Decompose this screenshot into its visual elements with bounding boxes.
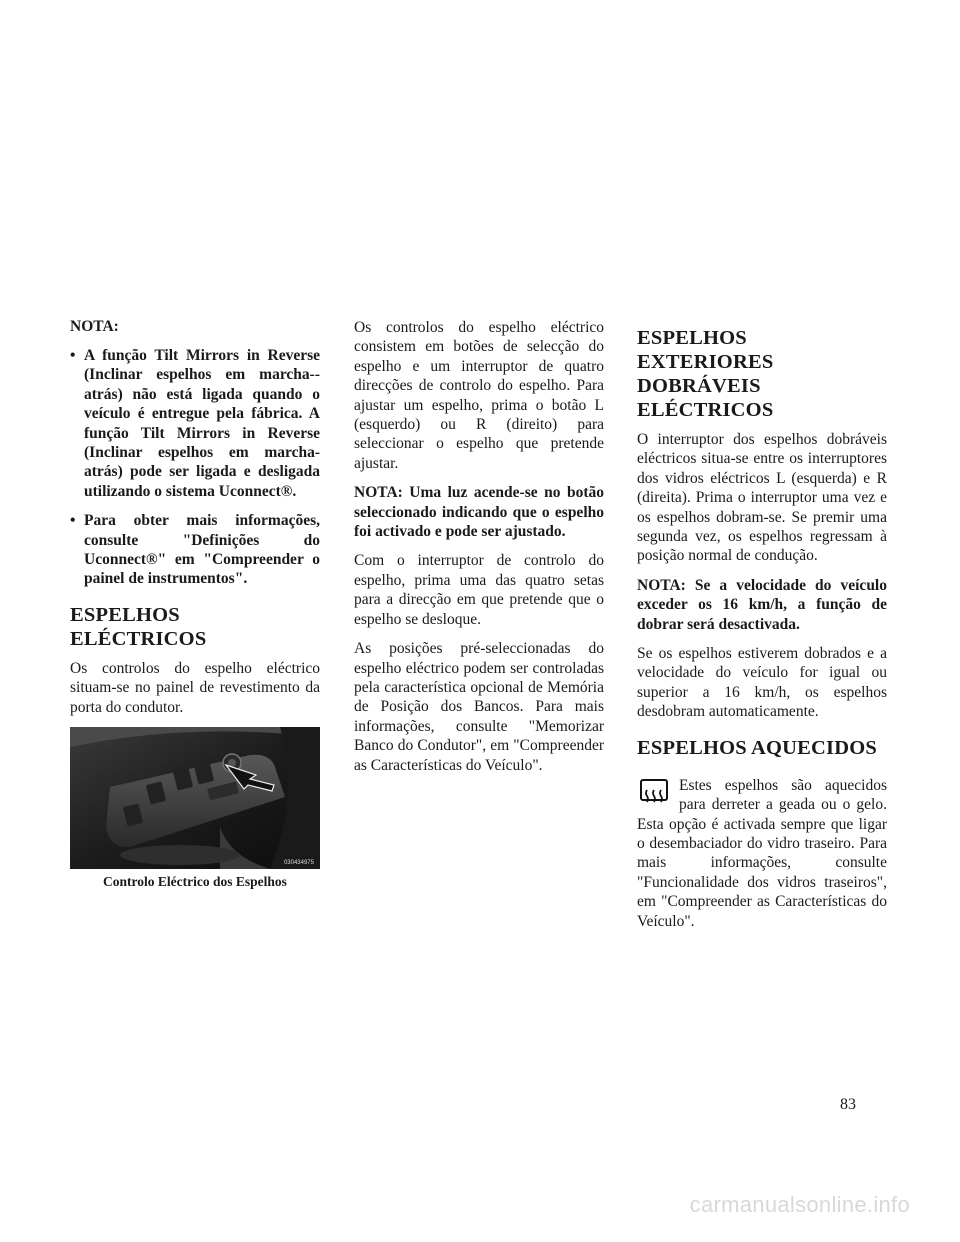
note-bullet: [70, 511, 320, 589]
bullet-dot: •: [70, 512, 76, 530]
rear-defrost-icon: [639, 778, 669, 808]
paragraph: Os controlos do espelho eléctrico consistem em botões de selecção do espelho e um interruptor de quatro direcções de controlo do espelho. Para ajustar um espelho, prima o botão L (esquerdo) ou R (direito) para seleccionar o espelho que pretende ajustar.: [354, 319, 604, 472]
page-number: 83: [840, 1096, 856, 1113]
mirror-control-photo: [70, 727, 320, 869]
left-column: [70, 318, 320, 890]
figure-code: 030434975: [283, 860, 314, 867]
note-label: NOTA:: [70, 318, 119, 335]
paragraph: Com o interruptor de controlo do espelho, prima uma das quatro setas para a direcção em que pretende que o espelho se desloque.: [354, 552, 604, 628]
note-paragraph: NOTA: Uma luz acende-se no botão seleccionado indicando que o espelho foi activado e pode ser ajustado.: [354, 484, 604, 541]
watermark: carmanualsonline.info: [689, 1192, 910, 1217]
paragraph: Estes espelhos são aquecidos para derreter a geada ou o gelo. Esta opção é activada sempre que ligar o desembaciador do vidro traseiro. Para mais informações, consulte "Funcionalidade dos vidros traseiros", em "Compreender as Características do Veículo".: [637, 776, 887, 930]
door-panel-illustration: [70, 727, 320, 869]
paragraph: Se os espelhos estiverem dobrados e a velocidade do veículo for igual ou superior a 16 km/h, os espelhos desdobram automaticamente.: [637, 645, 887, 721]
middle-column: [354, 318, 604, 785]
paragraph: O interruptor dos espelhos dobráveis eléctricos situa-se entre os interruptores dos vidros eléctricos L (esquerda) e R (direita). Prima o interruptor uma vez e os espelhos dobram-se. Se premir uma segunda vez, os espelhos regressam à posição normal de condução.: [637, 431, 887, 565]
note-paragraph: NOTA: Se a velocidade do veículo exceder os 16 km/h, a função de dobrar será desactivada.: [637, 576, 887, 633]
section-heading-folding-mirrors: ESPELHOS EXTERIORES DOBRÁVEIS ELÉCTRICOS: [637, 327, 774, 421]
bullet-dot: •: [70, 347, 76, 364]
section-heading-heated-mirrors: ESPELHOS AQUECIDOS: [637, 736, 877, 759]
note-bullet: [70, 346, 320, 501]
heated-mirror-paragraph: [637, 776, 887, 931]
figure-caption: Controlo Eléctrico dos Espelhos: [103, 874, 287, 890]
right-column: [637, 318, 887, 941]
note-bullet-text: A função Tilt Mirrors in Reverse (Inclinar espelhos em marcha--atrás) não está ligada quando o veículo é entregue pela fábrica. A função Tilt Mirrors in Reverse (Inclinar espelhos em marcha-atrás) pode ser ligada e desligada utilizando o sistema Uconnect®.: [84, 347, 320, 500]
section-heading-power-mirrors: ESPELHOS ELÉCTRICOS: [70, 603, 207, 650]
paragraph: Os controlos do espelho eléctrico situam-se no painel de revestimento da porta do condutor.: [70, 659, 320, 716]
note-bullet-text: Para obter mais informações, consulte "Definições do Uconnect®" em "Compreender o painel de instrumentos".: [84, 512, 320, 588]
paragraph: As posições pré-seleccionadas do espelho eléctrico podem ser controladas pela característica opcional de Memória de Posição dos Bancos. Para mais informações, consulte "Memorizar Banco do Condutor", em "Compreender as Características do Veículo".: [354, 640, 604, 774]
note-bullet-list: [70, 346, 320, 589]
